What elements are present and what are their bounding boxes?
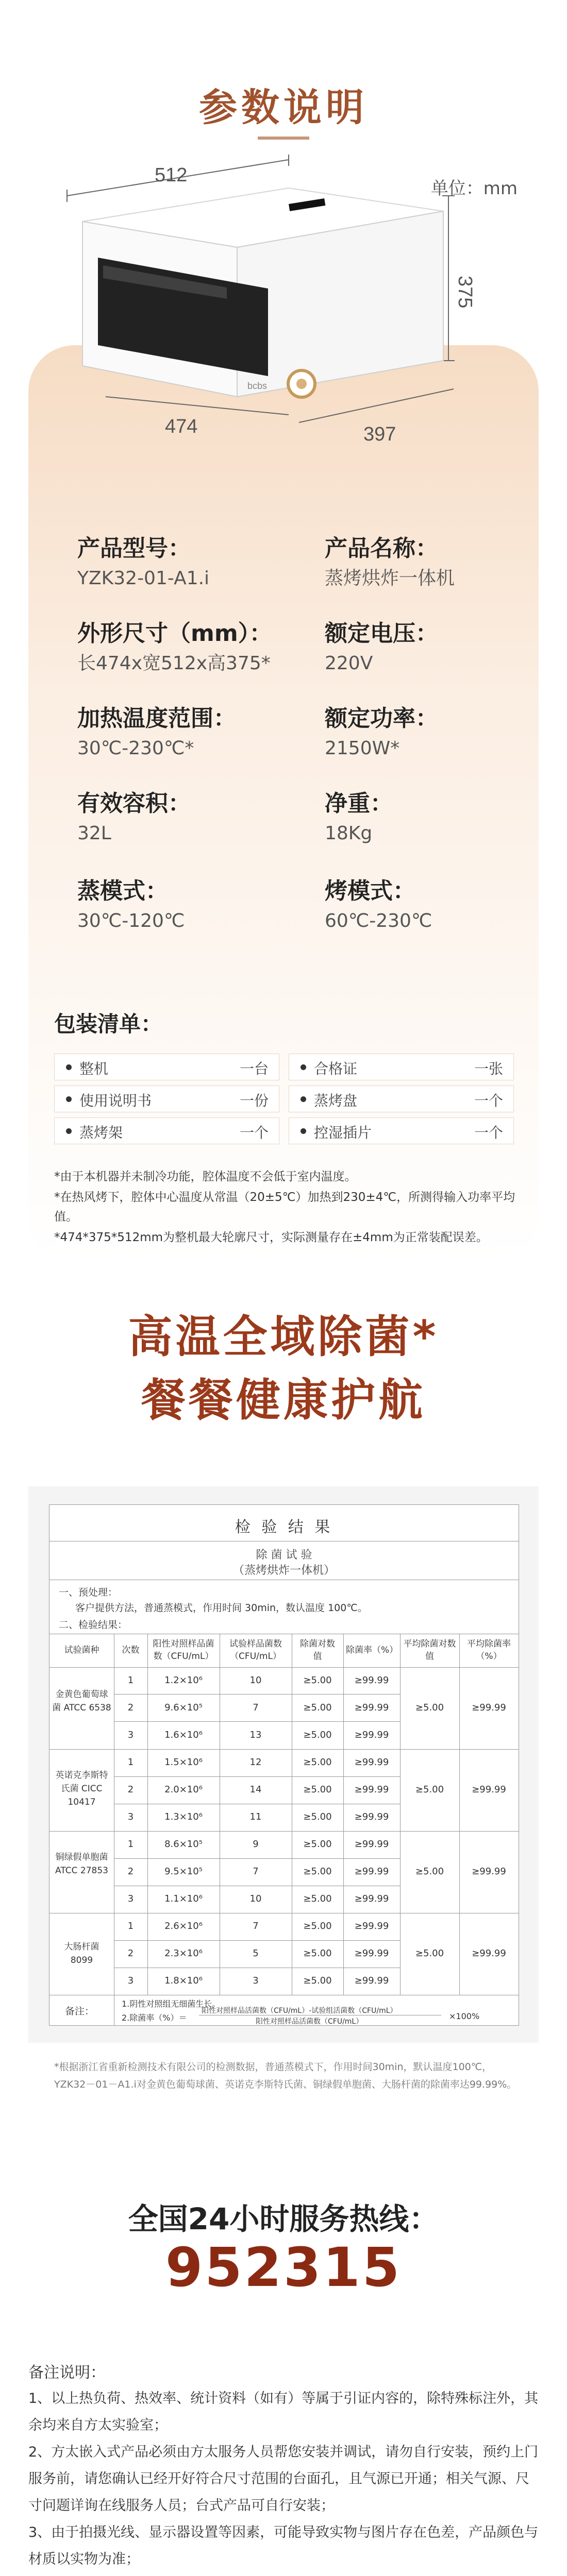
table-cell: ≥99.99 [472,1948,506,1959]
table-cell: ≥99.99 [354,1975,389,1986]
table-cell: ≥99.99 [472,1866,506,1877]
packing-row [54,1117,513,1148]
table-header: 试验样品菌数（CFU/mL） [229,1639,282,1662]
table-cell: ≥5.00 [415,1702,444,1713]
table-cell: ≥5.00 [303,1702,332,1713]
divider [114,1721,400,1722]
table-cell: 1 [127,1839,134,1850]
report-section1-text: 客户提供方法，普通蒸模式，作用时间 30min，数认温度 100℃。 [75,1602,368,1614]
table-cell: 2 [127,1702,134,1713]
spec-label: 产品名称： [325,535,438,562]
spec-value: 蒸烤烘炸一体机 [325,568,455,589]
packing-item-name: 合格证 [314,1060,358,1077]
packing-item [54,1086,279,1112]
organism-name: 铜绿假单胞菌 ATCC 27853 [55,1852,108,1876]
report-remark2-numerator: 阳性对照样品活菌数（CFU/mL）-试验组活菌数（CFU/mL） [202,2007,397,2015]
spec-value: 220V [325,653,373,674]
table-cell: ≥99.99 [354,1839,389,1850]
spec-label: 有效容积： [77,790,191,817]
spec-label: 净重： [325,790,393,817]
table-cell: ≥99.99 [354,1811,389,1822]
organism-name: 英诺克李斯特氏菌 CICC 10417 [55,1770,108,1807]
bullet-icon [66,1128,72,1134]
dim-width: 512 [155,164,188,186]
table-cell: 2 [127,1948,134,1959]
divider [459,1634,460,1995]
table-cell: 5 [253,1948,259,1959]
table-header: 除菌率（%） [346,1645,398,1655]
packing-item-qty: 一个 [474,1092,503,1109]
spec-label: 烤模式： [325,878,415,904]
divider [49,1831,519,1832]
divider [114,1940,400,1941]
table-cell: ≥99.99 [354,1730,389,1740]
table-cell: ≥5.00 [415,1948,444,1959]
table-cell: ≥5.00 [303,1730,332,1740]
spec-note: *474*375*512mm为整机最大轮廓尺寸，实际测量存在±4mm为正常装配误差。 [54,1231,488,1244]
table-cell: 1 [127,1921,134,1931]
spec-note: *在热风烤下，腔体中心温度从常温（20±5℃）加热到230±4℃，所测得输入功率平均值。 [54,1191,515,1224]
spec-power [325,703,541,763]
table-cell: ≥5.00 [303,1757,332,1768]
table-header: 平均除菌率（%） [467,1639,511,1662]
dim-height: 375 [454,276,476,309]
table-cell: ≥5.00 [303,1975,332,1986]
packing-item-name: 使用说明书 [79,1092,152,1109]
table-cell: 9.6×10⁵ [164,1702,203,1713]
divider [49,1749,519,1750]
table-header: 除菌对数值 [300,1639,335,1662]
packing-item-qty: 一份 [239,1092,269,1109]
table-cell: 3 [127,1811,134,1822]
packing-item-name: 整机 [79,1060,109,1077]
spec-value: 30℃-230℃* [77,738,194,759]
table-cell: ≥99.99 [354,1921,389,1931]
table-cell: 2 [127,1784,134,1795]
table-cell: ≥5.00 [303,1839,332,1850]
table-cell: ≥5.00 [303,1893,332,1904]
table-cell: ≥99.99 [354,1675,389,1686]
table-cell: 2.3×10⁶ [164,1948,203,1959]
packing-item [289,1086,514,1112]
table-header: 阳性对照样品菌数（CFU/mL） [153,1639,214,1662]
remark-item: 2、方太嵌入式产品必须由方太服务人员帮您安装并调试，请勿自行安装，预约上门服务前，请您确认已经开好符合尺寸范围的台面孔，且气源已开通；相关气源、尺寸问题详询在线服务人员；台式产品可自行安装； [28,2444,539,2514]
organism-name: 金黄色葡萄球菌 ATCC 6538 [52,1689,111,1713]
spec-volume [77,788,294,848]
report-section1: 一、预处理： [59,1587,118,1598]
table-header: 平均除菌对数值 [403,1639,456,1662]
table-cell: ≥99.99 [354,1784,389,1795]
table-cell: 10 [249,1675,262,1686]
table-cell: 8.6×10⁵ [164,1839,203,1850]
report-title: 检 验 结 果 [235,1518,333,1536]
spec-label: 额定电压： [325,620,438,647]
table-header: 试验菌种 [64,1645,99,1655]
table-cell: ≥5.00 [415,1784,444,1795]
table-cell: 1.5×10⁶ [164,1757,203,1768]
dim-depth-side: 397 [363,423,396,445]
bullet-icon [301,1064,306,1070]
spec-label: 产品型号： [77,535,191,562]
packing-item [54,1054,279,1080]
table-cell: 1.8×10⁶ [164,1975,203,1986]
report-remark2-suffix: ×100% [449,2011,480,2021]
spec-weight [325,788,541,848]
table-cell: ≥99.99 [354,1948,389,1959]
hotline-label: 全国24小时服务热线： [128,2201,439,2236]
remarks-list [28,2385,539,2576]
test-report-sheet [49,1504,519,2026]
table-cell: 1 [127,1675,134,1686]
divider [114,1858,400,1859]
table-cell: 1.6×10⁶ [164,1730,203,1740]
table-cell: ≥99.99 [354,1866,389,1877]
bullet-icon [301,1096,306,1102]
packing-item [289,1054,514,1080]
report-product: （蒸烤烘炸一体机） [232,1564,335,1577]
table-cell: 7 [253,1921,259,1931]
table-cell: 9 [253,1839,259,1850]
test-report [28,1486,539,2043]
bullet-icon [66,1096,72,1102]
report-remark2-denominator: 阳性对照样品活菌数（CFU/mL） [256,2018,363,2026]
sterilization-subheadline: 餐餐健康护航 [141,1375,426,1426]
table-cell: ≥5.00 [303,1675,332,1686]
spec-steam-mode [77,876,294,936]
spec-value: 60℃-230℃ [325,910,432,931]
spec-value: 32L [77,823,111,844]
table-cell: 7 [253,1866,259,1877]
table-cell: ≥5.00 [303,1921,332,1931]
packing-row [54,1086,513,1116]
packing-item-qty: 一个 [239,1124,269,1141]
spec-value: YZK32-01-A1.i [77,568,210,589]
table-cell: 10 [249,1893,262,1904]
table-cell: 2 [127,1866,134,1877]
report-footnote: *根据浙江省重新检测技术有限公司的检测数据，普通蒸模式下，作用时间30min，默认温度100℃，YZK32－01－A1.i对金黄色葡萄球菌、英诺克李斯特氏菌、铜绿假单胞菌、大肠杆菌的除菌率达99.99%。 [54,2061,517,2090]
table-cell: 14 [249,1784,262,1795]
table-cell: ≥99.99 [472,1702,506,1713]
spec-label: 蒸模式： [77,878,168,904]
spec-value: 30℃-120℃ [77,910,185,931]
page-title: 参数说明 [199,86,368,130]
table-cell: 13 [249,1730,262,1740]
spec-note: *由于本机器并未制冷功能，腔体温度不会低于室内温度。 [54,1170,357,1183]
report-section2: 二、检验结果： [59,1619,128,1631]
remark-item: 3、由于拍摄光线、显示器设置等因素，可能导致实物与图片存在色差，产品颜色与材质以实物为准； [28,2524,539,2567]
table-cell: ≥5.00 [303,1948,332,1959]
spec-label: 加热温度范围： [77,705,236,732]
spec-label: 额定功率： [325,705,438,732]
organism-name: 大肠杆菌 8099 [64,1942,99,1965]
table-cell: ≥5.00 [303,1784,332,1795]
bullet-icon [301,1128,306,1134]
table-cell: 1.3×10⁶ [164,1811,203,1822]
table-cell: ≥99.99 [472,1784,506,1795]
report-remark1: 1.阴性对照组无细菌生长。 [122,1999,221,2009]
spec-bake-mode [325,876,541,936]
spec-temp-range [77,703,294,763]
table-cell: 12 [249,1757,262,1768]
table-cell: ≥5.00 [303,1866,332,1877]
table-cell: 3 [127,1893,134,1904]
packing-item [54,1117,279,1144]
remark-item: 1、以上热负荷、热效率、统计资料（如有）等属于引证内容的，除特殊标注外，其余均来自方太实验室； [28,2391,539,2433]
spec-label: 外形尺寸（mm）： [77,620,272,647]
packing-item-qty: 一台 [239,1060,269,1077]
remark-item [28,2573,539,2576]
table-cell: 3 [127,1975,134,1986]
table-cell: 1.2×10⁶ [164,1675,203,1686]
table-cell: 2.6×10⁶ [164,1921,203,1931]
divider [114,1776,400,1777]
packing-item-name: 蒸烤盘 [314,1092,358,1109]
spec-voltage [325,618,541,678]
table-cell: 1 [127,1757,134,1768]
report-test-name: 除 菌 试 验 [256,1549,312,1562]
oven-dimension-illustration [0,155,567,515]
packing-item-name: 蒸烤架 [79,1124,123,1141]
table-cell: ≥5.00 [415,1866,444,1877]
table-cell: ≥5.00 [303,1811,332,1822]
table-cell: 2.0×10⁶ [164,1784,203,1795]
report-remark2-prefix: 2.除菌率（%）＝ [122,2013,187,2023]
table-cell: 1.1×10⁶ [164,1893,203,1904]
report-remark-label: 备注： [65,2006,95,2017]
table-cell: ≥99.99 [354,1757,389,1768]
packing-item-qty: 一张 [474,1060,503,1077]
spec-value: 长474x宽512x高375* [77,653,271,674]
table-cell: 9.5×10⁵ [164,1866,203,1877]
packing-item-name: 控湿插片 [314,1124,372,1141]
title-underline [258,137,309,140]
table-cell: 3 [127,1730,134,1740]
remarks-title: 备注说明： [28,2364,106,2382]
table-cell: 11 [249,1811,262,1822]
table-header: 次数 [122,1645,140,1655]
divider [400,1634,401,1995]
spec-dimensions [77,618,294,678]
spec-model [77,533,294,593]
bullet-icon [66,1064,72,1070]
hotline-number[interactable]: 952315 [165,2236,402,2299]
dim-depth-front: 474 [165,416,198,437]
table-cell: ≥99.99 [354,1893,389,1904]
unit-label: 单位：mm [430,178,518,199]
spec-value: 18Kg [325,823,373,844]
packing-row [54,1054,513,1084]
table-cell: 3 [253,1975,259,1986]
sterilization-headline: 高温全域除菌* [128,1311,439,1363]
divider [49,1667,519,1668]
packing-item-qty: 一个 [474,1124,503,1141]
spec-product-name [325,533,541,593]
packing-list-title: 包装清单： [54,1011,163,1037]
packing-item [289,1117,514,1144]
table-cell: ≥99.99 [354,1702,389,1713]
oven-brand-logo: bcbs [247,381,268,391]
table-cell: 7 [253,1702,259,1713]
spec-value: 2150W* [325,738,400,759]
oven-body [82,188,443,397]
